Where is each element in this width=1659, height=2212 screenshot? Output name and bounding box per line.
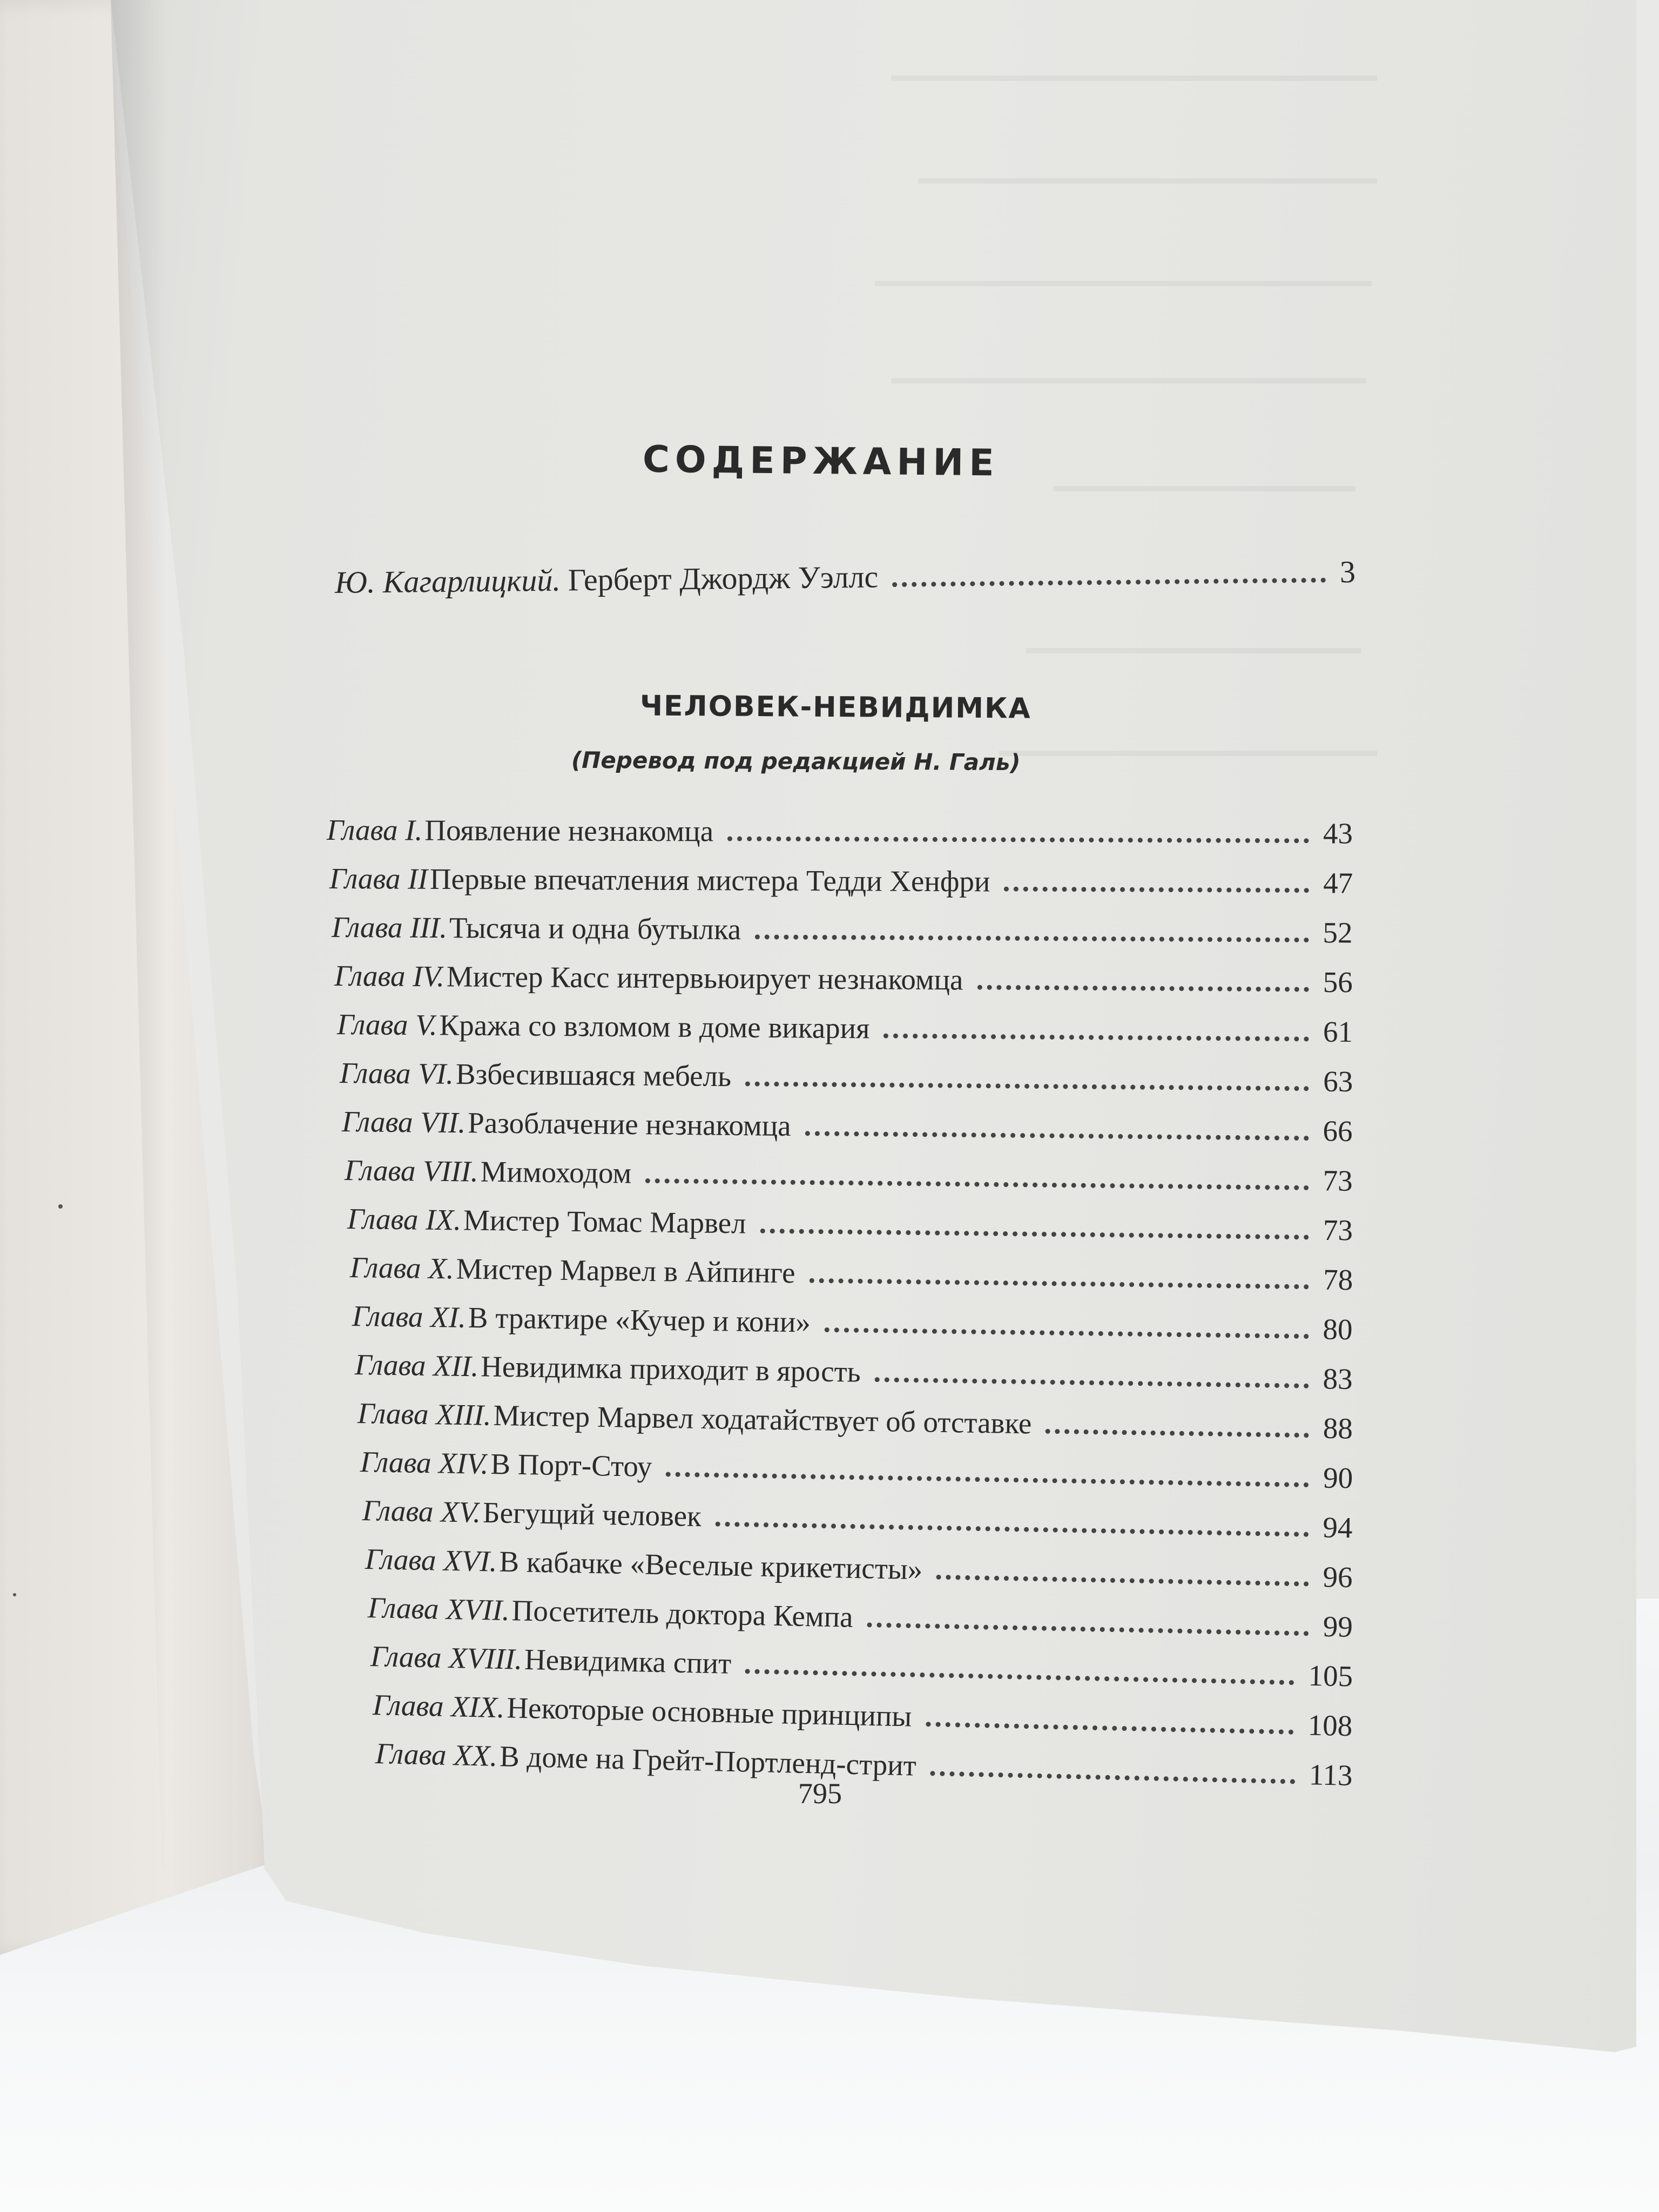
chapter-label: Глава IV. bbox=[334, 959, 445, 993]
chapter-title: Кража со взломом в доме викария bbox=[439, 1008, 870, 1045]
page-folio: 795 bbox=[798, 1777, 842, 1810]
dot-leader bbox=[1004, 887, 1309, 893]
show-through bbox=[1053, 486, 1355, 491]
chapter-title: В кабачке «Веселые крикетисты» bbox=[498, 1545, 923, 1586]
page-number: 88 bbox=[1323, 1411, 1353, 1445]
chapter-label: Глава XV. bbox=[362, 1494, 481, 1529]
chapter-title: Тысяча и одна бутылка bbox=[449, 911, 741, 946]
chapter-title: Посетитель доктора Кемпа bbox=[511, 1594, 853, 1634]
dot-leader bbox=[977, 985, 1309, 992]
chapter-title: Разоблачение незнакомца bbox=[468, 1106, 792, 1142]
page-number: 52 bbox=[1323, 916, 1353, 949]
dot-leader bbox=[755, 934, 1309, 942]
intro-author: Ю. Кагарлицкий. bbox=[334, 562, 561, 600]
chapter-label: Глава II bbox=[329, 862, 428, 895]
page-number: 90 bbox=[1323, 1461, 1353, 1495]
chapter-label: Глава XVIII. bbox=[369, 1640, 523, 1676]
page-number: 96 bbox=[1323, 1560, 1353, 1594]
chapter-label: Глава IX. bbox=[347, 1202, 462, 1237]
toc-entry bbox=[327, 813, 1353, 851]
dot-leader bbox=[727, 837, 1309, 844]
page-number: 47 bbox=[1323, 866, 1353, 900]
chapter-label: Глава XVII. bbox=[367, 1591, 510, 1627]
dot-leader bbox=[825, 1327, 1309, 1339]
chapter-label: Глава XVI. bbox=[365, 1542, 498, 1578]
show-through bbox=[891, 378, 1366, 383]
show-through bbox=[891, 76, 1377, 81]
chapter-label: Глава XIV. bbox=[360, 1445, 489, 1480]
page-speck bbox=[58, 1204, 63, 1209]
page-number: 105 bbox=[1307, 1658, 1353, 1693]
chapter-label: Глава XX. bbox=[375, 1737, 498, 1773]
section-subtitle: (Перевод под редакцией Н. Галь) bbox=[571, 746, 1021, 776]
dot-leader bbox=[805, 1131, 1309, 1141]
intro-title: Герберт Джордж Уэллс bbox=[568, 559, 879, 598]
chapter-title: В доме на Грейт-Портленд-стрит bbox=[499, 1739, 917, 1782]
toc-entry bbox=[334, 959, 1353, 999]
dot-leader bbox=[809, 1278, 1309, 1290]
chapter-title: Некоторые основные принципы bbox=[507, 1691, 913, 1733]
dot-leader bbox=[666, 1472, 1309, 1487]
chapter-label: Глава XIII. bbox=[357, 1397, 491, 1432]
dot-leader bbox=[745, 1081, 1309, 1091]
chapter-title: Бегущий человек bbox=[482, 1495, 702, 1533]
toc-entry bbox=[332, 910, 1353, 950]
chapter-title: Мистер Касс интервьюирует незнакомца bbox=[446, 960, 963, 996]
page-number: 3 bbox=[1339, 554, 1356, 590]
page-number: 73 bbox=[1323, 1213, 1353, 1247]
dot-leader bbox=[716, 1522, 1309, 1537]
chapter-title: В трактире «Кучер и кони» bbox=[468, 1300, 811, 1339]
chapter-title: Мистер Томас Марвел bbox=[463, 1203, 746, 1240]
dot-leader bbox=[645, 1178, 1309, 1190]
page-number: 73 bbox=[1323, 1164, 1353, 1197]
chapter-title: Мимоходом bbox=[480, 1155, 632, 1190]
chapter-label: Глава XI. bbox=[352, 1299, 467, 1334]
page-number: 113 bbox=[1309, 1758, 1353, 1792]
dot-leader bbox=[936, 1575, 1309, 1587]
chapter-title: Невидимка приходит в ярость bbox=[480, 1350, 861, 1388]
show-through bbox=[918, 178, 1377, 184]
chapter-label: Глава X. bbox=[349, 1251, 454, 1285]
dot-leader bbox=[926, 1722, 1294, 1735]
page-number: 99 bbox=[1323, 1609, 1353, 1643]
page-number: 80 bbox=[1323, 1312, 1353, 1346]
chapter-label: Глава I. bbox=[326, 813, 423, 847]
dot-leader bbox=[1046, 1429, 1309, 1438]
chapter-label: Глава VII. bbox=[342, 1105, 466, 1139]
page-number: 78 bbox=[1323, 1263, 1353, 1297]
page-number: 66 bbox=[1323, 1114, 1353, 1148]
page-number: 56 bbox=[1323, 965, 1353, 999]
dot-leader bbox=[884, 1034, 1309, 1042]
show-through bbox=[875, 281, 1372, 286]
chapter-label: Глава VIII. bbox=[344, 1154, 479, 1188]
page-number: 61 bbox=[1323, 1015, 1353, 1049]
page-number: 108 bbox=[1307, 1708, 1353, 1743]
page-number: 83 bbox=[1323, 1362, 1353, 1396]
dot-leader bbox=[867, 1622, 1309, 1636]
contents-heading: СОДЕРЖАНИЕ bbox=[642, 438, 1000, 485]
chapter-label: Глава VI. bbox=[339, 1056, 454, 1090]
page-speck bbox=[13, 1593, 16, 1596]
dot-leader bbox=[760, 1229, 1309, 1240]
toc-entry bbox=[329, 861, 1353, 900]
show-through bbox=[1026, 648, 1361, 653]
chapter-label: Глава XII. bbox=[354, 1348, 479, 1383]
chapter-title: Мистер Марвел в Айпинге bbox=[455, 1252, 795, 1290]
chapter-label: Глава V. bbox=[336, 1008, 437, 1042]
section-title: ЧЕЛОВЕК-НЕВИДИМКА bbox=[639, 690, 1031, 725]
chapter-title: Невидимка спит bbox=[523, 1642, 732, 1680]
dot-leader bbox=[875, 1377, 1309, 1388]
chapter-label: Глава III. bbox=[332, 911, 448, 945]
dot-leader bbox=[892, 578, 1326, 587]
page-number: 43 bbox=[1323, 817, 1353, 850]
page-number: 94 bbox=[1323, 1510, 1353, 1545]
page-number: 63 bbox=[1323, 1064, 1353, 1098]
chapter-title: Взбесившаяся мебель bbox=[455, 1057, 732, 1093]
chapter-title: В Порт-Стоу bbox=[490, 1447, 652, 1483]
chapter-title: Появление незнакомца bbox=[424, 813, 714, 848]
dot-leader bbox=[930, 1771, 1295, 1784]
chapter-title: Мистер Марвел ходатайствует об отставке bbox=[493, 1398, 1032, 1440]
show-through bbox=[999, 751, 1377, 756]
chapter-title: Первые впечатления мистера Тедди Хенфри bbox=[429, 862, 990, 898]
chapter-label: Глава XIX. bbox=[372, 1688, 505, 1724]
